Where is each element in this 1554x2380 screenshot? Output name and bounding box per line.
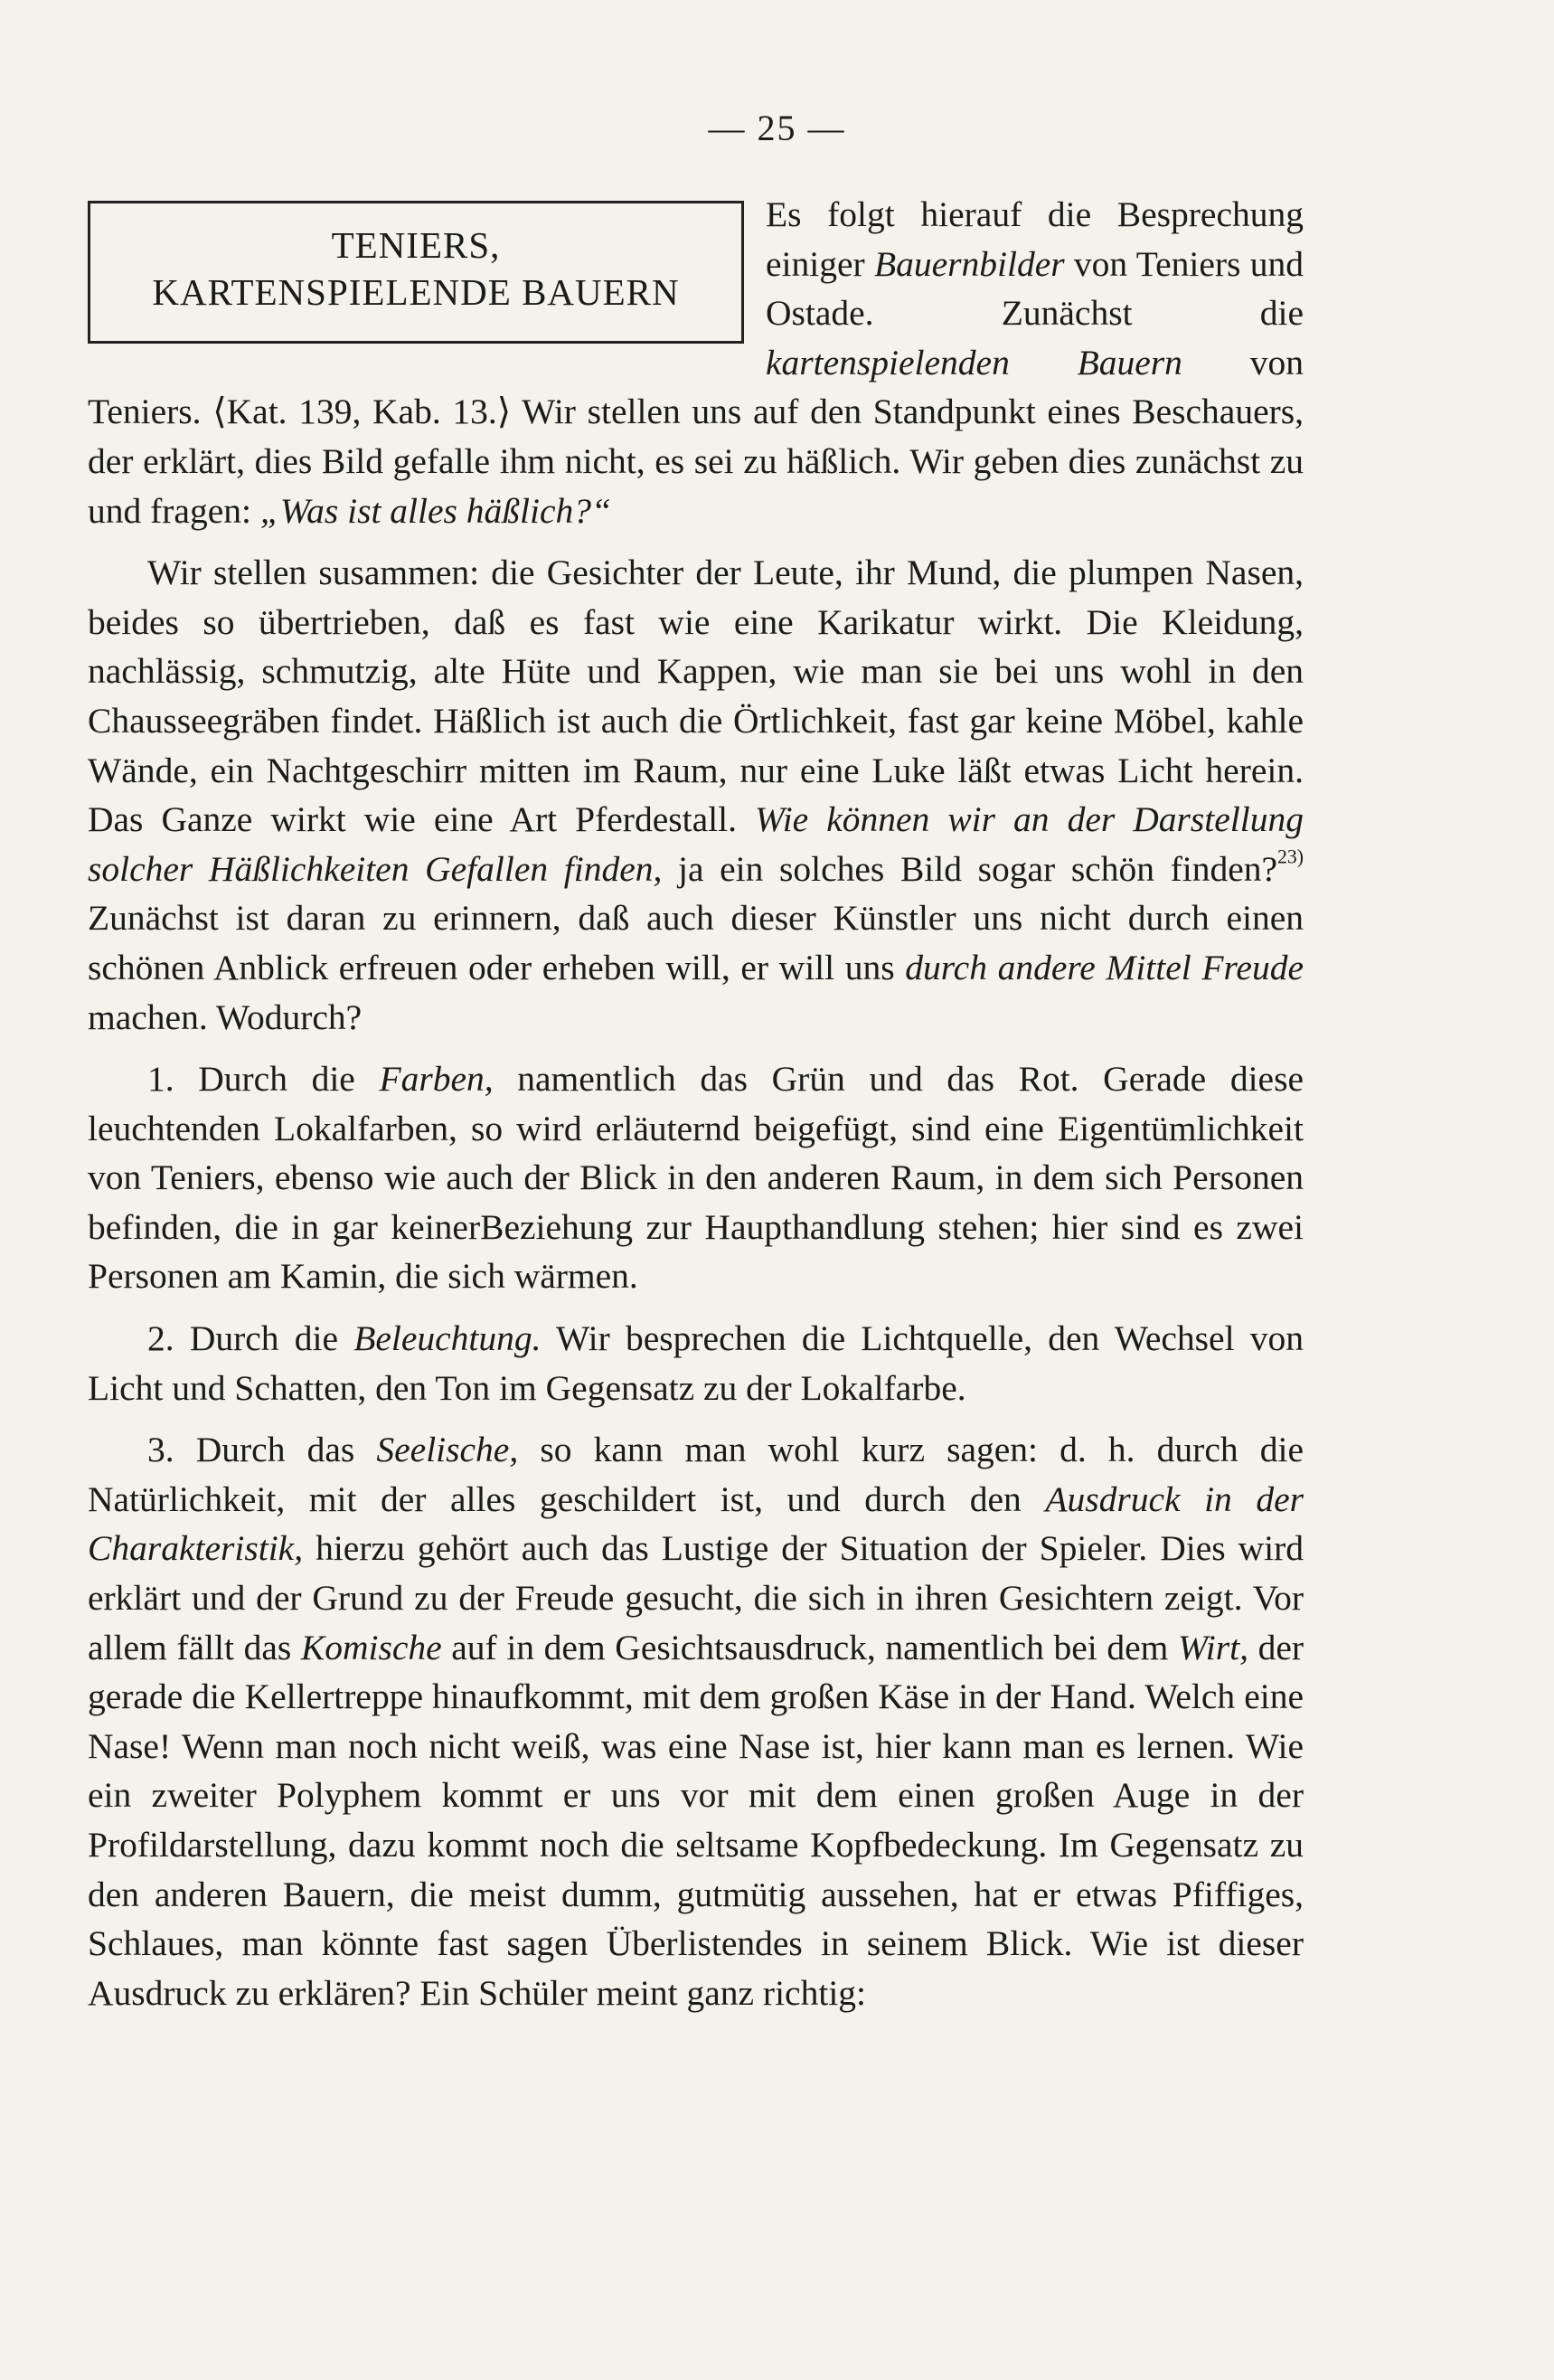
text-run: ja ein solches Bild sogar schön finden?	[662, 848, 1278, 889]
emphasis-ausdruck: Ausdruck in der Charakteristik,	[88, 1478, 1304, 1569]
text-run: von Teniers. ⟨Kat. 139, Kab. 13.⟩ Wir stellen uns auf den Standpunkt eines Beschauers, der erklärt, dies Bild gefalle ihm nicht, es sei zu häßlich. Wir geben dies zunächst zu und fragen:	[88, 342, 1304, 531]
text-run: 1. Durch die	[147, 1059, 380, 1100]
paragraph-seelische	[88, 1425, 1304, 2017]
text-run: Wir besprechen die Lichtquelle, den Wechsel von Licht und Schatten, den Ton im Gegensatz zu der Lokalfarbe.	[88, 1318, 1304, 1408]
text-run: so kann man wohl kurz sagen: d. h. durch die Natürlichkeit, mit der alles geschildert ist, und durch den	[88, 1430, 1304, 1519]
heading-line-2: KARTENSPIELENDE BAUERN	[152, 271, 680, 313]
emphasis-komische: Komische	[300, 1627, 442, 1667]
heading-line-1: TENIERS,	[331, 224, 501, 266]
text-run: Es folgt hierauf die Besprechung einiger	[766, 194, 1304, 284]
paragraph-farben	[88, 1054, 1304, 1301]
emphasis-question: „Was ist alles häßlich?“	[259, 490, 611, 531]
section-heading-box	[88, 201, 744, 344]
text-run: auf in dem Gesichtsausdruck, namentlich bei dem	[441, 1627, 1179, 1667]
text-run: Zunächst ist daran zu erinnern, daß auch dieser Künstler uns nicht durch einen schönen Anblick erfreuen oder erheben will, er will uns	[88, 898, 1304, 987]
text-run: von Teniers und Ostade. Zunächst die	[766, 243, 1304, 334]
text-run: machen. Wodurch?	[88, 996, 363, 1037]
text-run: Wir stellen susammen: die Gesichter der Leute, ihr Mund, die plumpen Nasen, beides so übertrieben, daß es fast wie eine Karikatur wirkt. Die Kleidung, nachlässig, schmutzig, alte Hüte und Kappen, wie man sie bei uns wohl in den Chausseegräben findet. Häßlich ist auch die Örtlichkeit, fast gar keine Möbel, kahle Wände, ein Nachtgeschirr mitten im Raum, nur eine Luke läßt etwas Licht herein. Das Ganze wirkt wie eine Art Pferdestall.	[88, 552, 1304, 840]
text-run: der gerade die Kellertreppe hinaufkommt, mit dem großen Käse in der Hand. Welch eine Nase! Wenn man noch nicht weiß, was eine Nase ist, hier kann man es lernen. Wie ein zweiter Polyphem kommt er uns vor mit dem einen großen Auge in der Profildarstellung, dazu kommt noch die seltsame Kopfbedeckung. Im Gegensatz zu den anderen Bauern, die meist dumm, gutmütig aussehen, hat er etwas Pfiffiges, Schlaues, man könnte fast sagen Überlistendes in seinem Blick. Wie ist dieser Ausdruck zu erklären? Ein Schüler meint ganz richtig:	[88, 1627, 1304, 2013]
text-run: namentlich das Grün und das Rot. Gerade diese leuchtenden Lokalfarben, so wird erläuternd beigefügt, sind eine Eigentümlichkeit von Teniers, ebenso wie auch der Blick in den anderen Raum, in dem sich Personen befinden, die in gar keinerBeziehung zur Haupthandlung stehen; hier sind es zwei Personen am Kamin, die sich wärmen.	[88, 1059, 1304, 1297]
text-run: hierzu gehört auch das Lustige der Situation der Spieler. Dies wird erklärt und der Grund zu der Freude gesucht, die sich in ihren Gesichtern zeigt. Vor allem fällt das	[88, 1528, 1304, 1667]
paragraph-ugliness	[88, 548, 1304, 1042]
footnote-ref: 23)	[1277, 845, 1304, 868]
emphasis-kartenspielenden-bauern: kartenspielenden Bauern	[766, 342, 1182, 382]
emphasis-question: Wie können wir an der Darstellung solcher Häßlichkeiten Gefallen finden,	[88, 799, 1304, 889]
emphasis-farben: Farben,	[379, 1059, 494, 1100]
emphasis-beleuchtung: Beleuchtung.	[353, 1318, 542, 1359]
emphasis-wirt: Wirt,	[1178, 1627, 1248, 1667]
paragraph-beleuchtung	[88, 1314, 1304, 1412]
emphasis-freude: durch andere Mittel Freude	[905, 947, 1304, 987]
body-text	[88, 190, 1304, 2017]
text-run: 2. Durch die	[147, 1318, 354, 1359]
text-run: 3. Durch das	[147, 1430, 377, 1470]
page-number: — 25 —	[708, 108, 846, 148]
emphasis-bauernbilder: Bauernbilder	[873, 243, 1065, 284]
emphasis-seelische: Seelische,	[376, 1430, 519, 1470]
